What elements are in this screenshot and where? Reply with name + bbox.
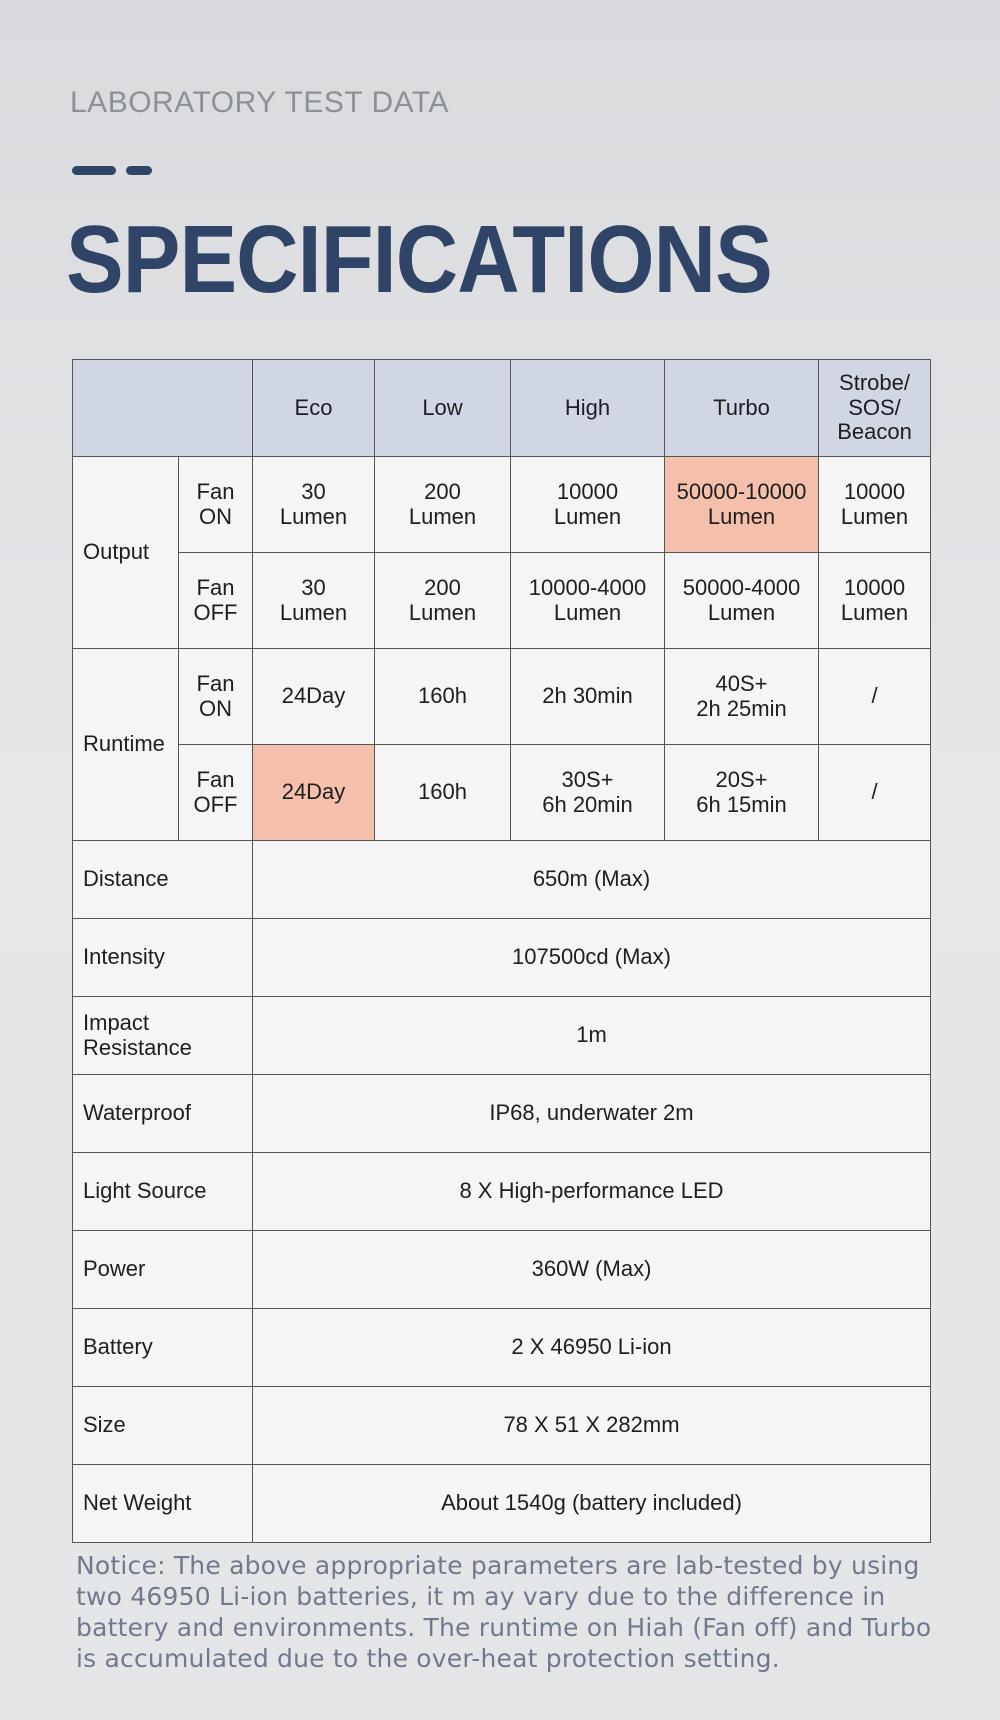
table-row bbox=[73, 1387, 931, 1465]
spec-label-power: Power bbox=[73, 1231, 253, 1309]
output-fan-on-turbo: 50000-10000 Lumen bbox=[665, 457, 819, 553]
fan-off-label: Fan OFF bbox=[179, 553, 253, 649]
mode-header-low: Low bbox=[375, 360, 511, 457]
table-row bbox=[73, 1231, 931, 1309]
spec-label-light-source: Light Source bbox=[73, 1153, 253, 1231]
page-title: SPECIFICATIONS bbox=[66, 206, 772, 313]
table-row bbox=[73, 1153, 931, 1231]
table-row bbox=[73, 1075, 931, 1153]
title-dashes-decoration bbox=[72, 166, 152, 175]
mode-header-eco: Eco bbox=[253, 360, 375, 457]
mode-header-high: High bbox=[511, 360, 665, 457]
spec-label-distance: Distance bbox=[73, 841, 253, 919]
spec-value-light-source: 8 X High-performance LED bbox=[253, 1153, 931, 1231]
runtime-fan-off-strobe: / bbox=[819, 745, 931, 841]
spec-value-waterproof: IP68, underwater 2m bbox=[253, 1075, 931, 1153]
runtime-fan-off-high: 30S+ 6h 20min bbox=[511, 745, 665, 841]
spec-label-intensity: Intensity bbox=[73, 919, 253, 997]
spec-value-distance: 650m (Max) bbox=[253, 841, 931, 919]
table-row bbox=[73, 745, 931, 841]
spec-value-size: 78 X 51 X 282mm bbox=[253, 1387, 931, 1465]
spec-label-battery: Battery bbox=[73, 1309, 253, 1387]
spec-label-impact: Impact Resistance bbox=[73, 997, 253, 1075]
table-row bbox=[73, 919, 931, 997]
table-row bbox=[73, 841, 931, 919]
output-fan-off-turbo: 50000-4000 Lumen bbox=[665, 553, 819, 649]
table-row bbox=[73, 649, 931, 745]
fan-on-label: Fan ON bbox=[179, 649, 253, 745]
runtime-fan-on-eco: 24Day bbox=[253, 649, 375, 745]
runtime-fan-on-high: 2h 30min bbox=[511, 649, 665, 745]
output-label: Output bbox=[73, 457, 179, 649]
mode-header-turbo: Turbo bbox=[665, 360, 819, 457]
output-fan-on-low: 200 Lumen bbox=[375, 457, 511, 553]
table-row bbox=[73, 553, 931, 649]
table-row bbox=[73, 1309, 931, 1387]
table-row bbox=[73, 457, 931, 553]
spec-value-net-weight: About 1540g (battery included) bbox=[253, 1465, 931, 1543]
output-fan-off-high: 10000-4000 Lumen bbox=[511, 553, 665, 649]
specifications-table bbox=[72, 359, 931, 1543]
table-header-row bbox=[73, 360, 931, 457]
spec-value-power: 360W (Max) bbox=[253, 1231, 931, 1309]
output-fan-off-strobe: 10000 Lumen bbox=[819, 553, 931, 649]
table-row bbox=[73, 1465, 931, 1543]
runtime-fan-on-strobe: / bbox=[819, 649, 931, 745]
runtime-fan-off-turbo: 20S+ 6h 15min bbox=[665, 745, 819, 841]
spec-label-waterproof: Waterproof bbox=[73, 1075, 253, 1153]
spec-value-battery: 2 X 46950 Li-ion bbox=[253, 1309, 931, 1387]
output-fan-on-high: 10000 Lumen bbox=[511, 457, 665, 553]
output-fan-on-strobe: 10000 Lumen bbox=[819, 457, 931, 553]
dash-short bbox=[126, 166, 152, 175]
spec-value-impact: 1m bbox=[253, 997, 931, 1075]
spec-label-net-weight: Net Weight bbox=[73, 1465, 253, 1543]
spec-label-size: Size bbox=[73, 1387, 253, 1465]
runtime-fan-on-low: 160h bbox=[375, 649, 511, 745]
spec-value-intensity: 107500cd (Max) bbox=[253, 919, 931, 997]
runtime-label: Runtime bbox=[73, 649, 179, 841]
header-corner-cell bbox=[73, 360, 253, 457]
section-subtitle: LABORATORY TEST DATA bbox=[70, 86, 450, 119]
output-fan-off-low: 200 Lumen bbox=[375, 553, 511, 649]
output-fan-on-eco: 30 Lumen bbox=[253, 457, 375, 553]
table-row bbox=[73, 997, 931, 1075]
output-fan-off-eco: 30 Lumen bbox=[253, 553, 375, 649]
dash-long bbox=[72, 166, 116, 175]
runtime-fan-off-low: 160h bbox=[375, 745, 511, 841]
notice-text: Notice: The above appropriate parameters are lab-tested by using two 46950 Li-ion batteries, it m ay vary due to the difference in battery and environments. The runtime on Hiah (Fan off) and Turbo is accumulated due to the over-heat protection setting. bbox=[76, 1551, 932, 1673]
runtime-fan-off-eco: 24Day bbox=[253, 745, 375, 841]
runtime-fan-on-turbo: 40S+ 2h 25min bbox=[665, 649, 819, 745]
fan-on-label: Fan ON bbox=[179, 457, 253, 553]
fan-off-label: Fan OFF bbox=[179, 745, 253, 841]
mode-header-strobe: Strobe/ SOS/ Beacon bbox=[819, 360, 931, 457]
